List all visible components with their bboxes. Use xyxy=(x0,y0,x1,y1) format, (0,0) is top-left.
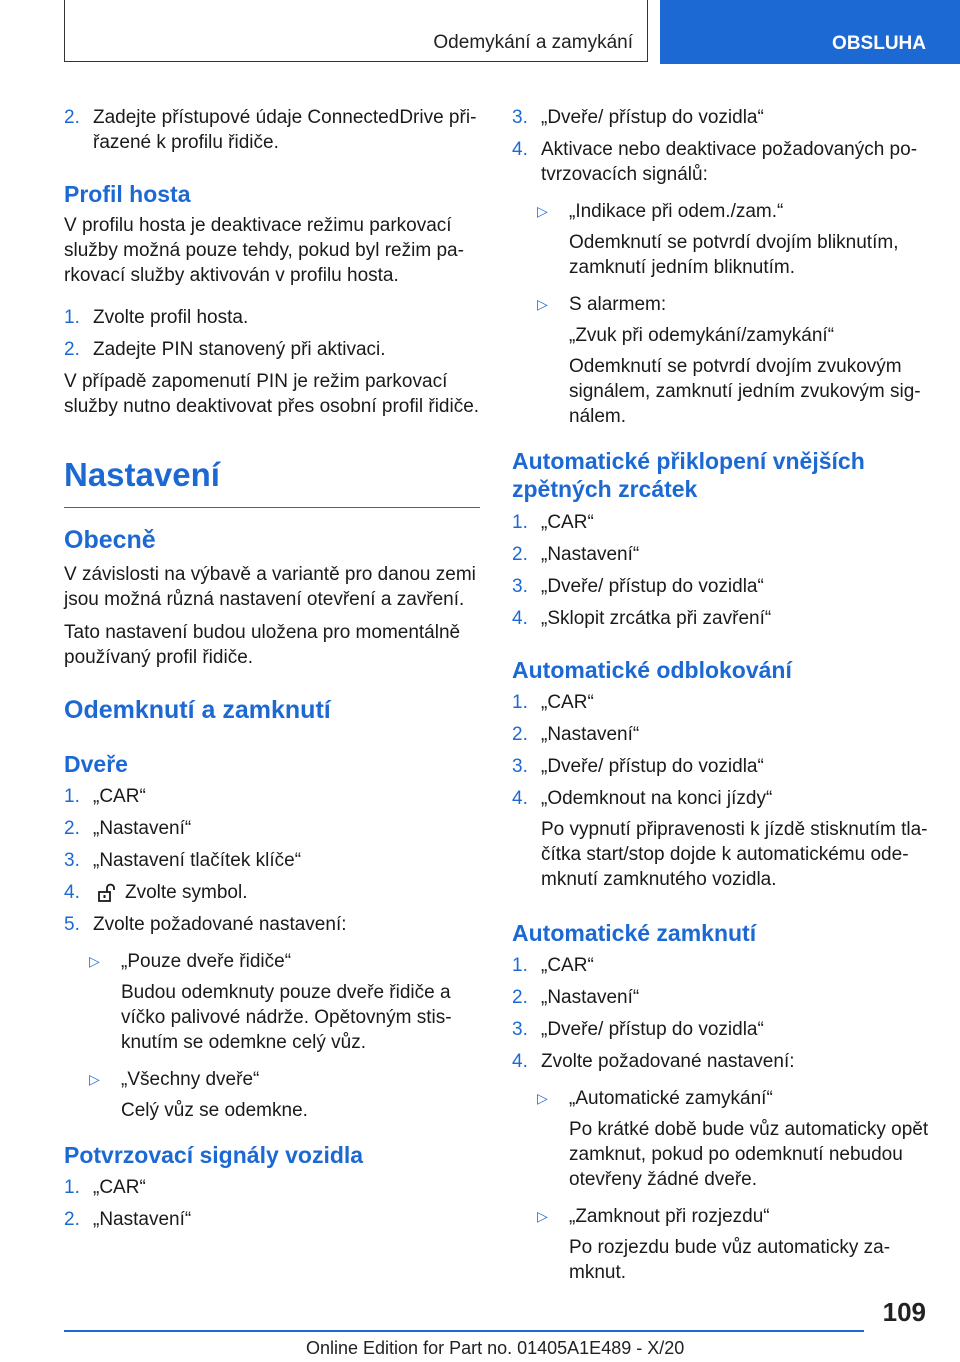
step-text: „Dveře/ přístup do vozidla“ xyxy=(541,756,764,777)
step-number: 3. xyxy=(64,850,80,871)
step-text: „Dveře/ přístup do vozidla“ xyxy=(541,1019,764,1040)
step-text: „Nastavení tlačítek klíče“ xyxy=(93,850,302,871)
page-number: 109 xyxy=(882,1297,926,1327)
auto-lock-steps xyxy=(512,953,932,1285)
option-desc: Budou odemknuty pouze dveře řidiče a víčko palivové nádrže. Opětovným stisknutím se odemkne celý vůz. xyxy=(121,982,452,1053)
unlock-icon xyxy=(97,883,117,903)
general-para1: V závislosti na výbavě a variantě pro danou zemi jsou možná různá nastavení otevření a zavření. xyxy=(64,564,476,610)
step-text: „Sklopit zrcátka při zavření“ xyxy=(541,608,772,629)
option-label: S alarmem: xyxy=(569,294,667,315)
heading-auto-unlock: Automatické odblokování xyxy=(512,657,792,683)
option-label: „Zamknout při rozjezdu“ xyxy=(569,1206,770,1227)
step-number: 4. xyxy=(512,788,528,809)
step-text: Aktivace nebo deaktivace požadovaných potvrzovacích signálů: xyxy=(541,139,918,185)
step-number: 3. xyxy=(512,1019,528,1040)
step-text: „Odemknout na konci jízdy“ xyxy=(541,788,773,809)
heading-guest-profile: Profil hosta xyxy=(64,181,191,207)
option-desc: Po rozjezdu bude vůz automaticky zamknut. xyxy=(569,1237,891,1283)
step-number: 1. xyxy=(512,955,528,976)
bullet-icon: ▷ xyxy=(537,1090,548,1106)
step-connecteddrive xyxy=(64,105,480,155)
edition-note: Online Edition for Part no. 01405A1E489 - X/20 xyxy=(306,1338,685,1358)
step-number: 2. xyxy=(64,107,80,128)
guest-profile-para2: V případě zapomenutí PIN je režim parkovací služby nutno deaktivovat přes osobní profil řidiče. xyxy=(64,371,480,417)
step-number: 1. xyxy=(64,786,80,807)
option-label: „Automatické zamykání“ xyxy=(569,1088,773,1109)
step-number: 4. xyxy=(512,1051,528,1072)
option-desc: Odemknutí se potvrdí dvojím zvukovým signálem, zamknutí jedním zvukovým signálem. xyxy=(569,356,921,427)
step-text: „CAR“ xyxy=(541,955,594,976)
heading-doors: Dveře xyxy=(64,751,128,777)
step-text: Zvolte požadované nastavení: xyxy=(93,914,347,935)
step-text: „Nastavení“ xyxy=(93,1209,192,1230)
step-number: 4. xyxy=(64,882,80,903)
step-text: Zvolte profil hosta. xyxy=(93,307,249,328)
mirrors-steps xyxy=(512,510,932,631)
step-number: 1. xyxy=(512,692,528,713)
heading-general: Obecně xyxy=(64,526,156,554)
bullet-icon: ▷ xyxy=(537,296,548,312)
heading-mirrors: Automatické přiklopení vnějších zpětných zrcátek xyxy=(512,448,865,502)
option-label: „Pouze dveře řidiče“ xyxy=(121,951,292,972)
step-text: „Nastavení“ xyxy=(541,987,640,1008)
heading-auto-lock: Automatické zamknutí xyxy=(512,920,757,946)
step-number: 2. xyxy=(64,339,80,360)
step-text: „CAR“ xyxy=(93,786,146,807)
step-number: 3. xyxy=(512,107,528,128)
option-desc: Celý vůz se odemkne. xyxy=(121,1100,308,1121)
chapter-tab-label: OBSLUHA xyxy=(832,33,926,54)
chapter-tab xyxy=(660,0,960,64)
step-number: 3. xyxy=(512,756,528,777)
heading-settings: Nastavení xyxy=(64,455,480,508)
guest-profile-para: V profilu hosta je deaktivace režimu parkovací služby možná pouze tehdy, pokud byl režim parkovací služby aktivován v profilu hosta. xyxy=(64,215,464,286)
general-para2: Tato nastavení budou uložena pro momentálně používaný profil řidiče. xyxy=(64,622,461,668)
confirm-steps-cont xyxy=(512,105,932,429)
guest-steps xyxy=(64,305,480,362)
step-number: 4. xyxy=(512,139,528,160)
option-label: „Indikace při odem./zam.“ xyxy=(569,201,784,222)
step-number: 2. xyxy=(512,544,528,565)
footer-rule xyxy=(64,1330,864,1332)
step-text: Zadejte přístupové údaje ConnectedDrive přiřazené k profilu řidiče. xyxy=(93,107,477,153)
heading-confirm-signals: Potvrzovací signály vozidla xyxy=(64,1142,364,1168)
option-label: „Všechny dveře“ xyxy=(121,1069,260,1090)
bullet-icon: ▷ xyxy=(537,203,548,219)
step-number: 1. xyxy=(64,1177,80,1198)
bullet-icon: ▷ xyxy=(89,1071,100,1087)
step-text: Zadejte PIN stanovený při aktivaci. xyxy=(93,339,386,360)
step-text: „Dveře/ přístup do vozidla“ xyxy=(541,576,764,597)
step-text: „CAR“ xyxy=(541,512,594,533)
step-text: Zvolte požadované nastavení: xyxy=(541,1051,795,1072)
step-number: 4. xyxy=(512,608,528,629)
step-number: 2. xyxy=(64,1209,80,1230)
step-text: „Nastavení“ xyxy=(541,724,640,745)
step-number: 3. xyxy=(512,576,528,597)
step-number: 2. xyxy=(512,724,528,745)
bullet-icon: ▷ xyxy=(537,1208,548,1224)
option-desc: Po krátké době bude vůz automaticky opět zamknut, pokud po odemknutí nebudou otevřeny žádné dveře. xyxy=(569,1119,929,1190)
option-sub: „Zvuk při odemykání/zamykání“ xyxy=(569,325,835,346)
step-text: „Nastavení“ xyxy=(93,818,192,839)
step-text: „Nastavení“ xyxy=(541,544,640,565)
header-frame xyxy=(64,0,648,62)
step-text: „CAR“ xyxy=(93,1177,146,1198)
settings-heading-block xyxy=(64,455,480,508)
auto-unlock-steps xyxy=(512,690,932,892)
step-number: 2. xyxy=(512,987,528,1008)
auto-unlock-desc: Po vypnutí připravenosti k jízdě stisknutím tlačítka start/stop dojde k automatickému odemknutí zamknutého vozidla. xyxy=(541,819,928,890)
step-number: 2. xyxy=(64,818,80,839)
step-text: „CAR“ xyxy=(541,692,594,713)
step-number: 5. xyxy=(64,914,80,935)
step-number: 1. xyxy=(512,512,528,533)
doors-steps xyxy=(64,784,480,1123)
heading-unlock-lock: Odemknutí a zamknutí xyxy=(64,696,331,724)
section-title: Odemykání a zamykání xyxy=(433,32,633,53)
step-number: 1. xyxy=(64,307,80,328)
step-text: Zvolte symbol. xyxy=(125,882,248,903)
option-desc: Odemknutí se potvrdí dvojím bliknutím, zamknutí jedním bliknutím. xyxy=(569,232,899,278)
step-text: „Dveře/ přístup do vozidla“ xyxy=(541,107,764,128)
confirm-steps xyxy=(64,1175,480,1232)
bullet-icon: ▷ xyxy=(89,953,100,969)
